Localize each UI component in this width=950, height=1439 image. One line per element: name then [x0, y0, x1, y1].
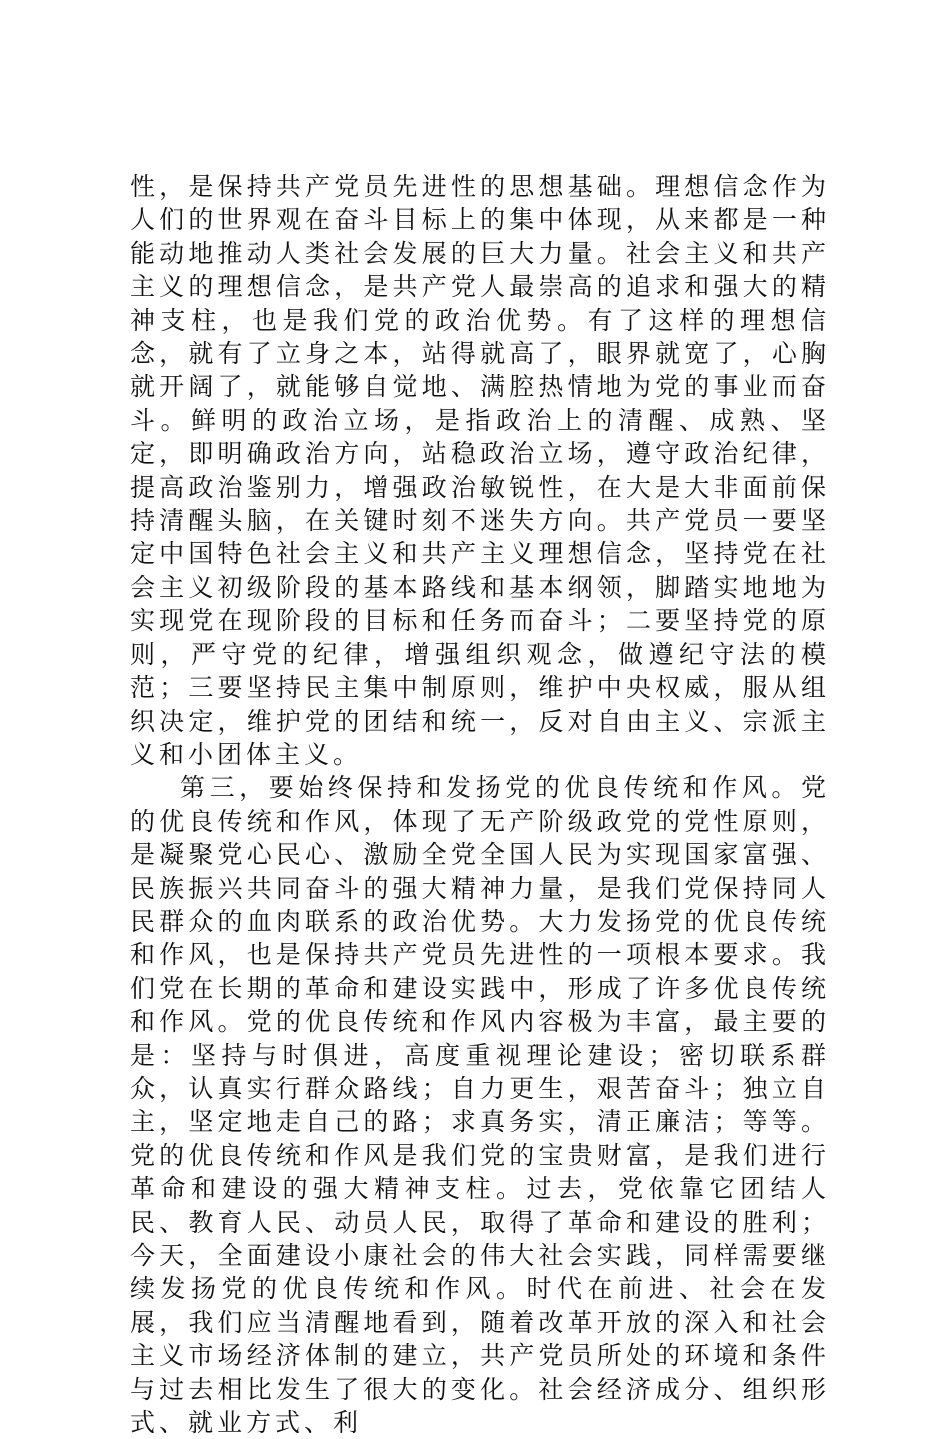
- document-body: [130, 170, 830, 1439]
- paragraph-1: 性，是保持共产党员先进性的思想基础。理想信念作为人们的世界观在奋斗目标上的集中体现，从来都是一种能动地推动人类社会发展的巨大力量。社会主义和共产主义的理想信念，是共产党人最崇高的追求和强大的精神支柱，也是我们党的政治优势。有了这样的理想信念，就有了立身之本，站得就高了，眼界就宽了，心胸就开阔了，就能够自觉地、满腔热情地为党的事业而奋斗。鲜明的政治立场，是指政治上的清醒、成熟、坚定，即明确政治方向，站稳政治立场，遵守政治纪律，提高政治鉴别力，增强政治敏锐性，在大是大非面前保持清醒头脑，在关键时刻不迷失方向。共产党员一要坚定中国特色社会主义和共产主义理想信念，坚持党在社会主义初级阶段的基本路线和基本纲领，脚踏实地地为实现党在现阶段的目标和任务而奋斗；二要坚持党的原则，严守党的纪律，增强组织观念，做遵纪守法的模范；三要坚持民主集中制原则，维护中央权威，服从组织决定，维护党的团结和统一，反对自由主义、宗派主义和小团体主义。: [130, 172, 830, 769]
- paragraph-2: 第三，要始终保持和发扬党的优良传统和作风。党的优良传统和作风，体现了无产阶级政党的党性原则，是凝聚党心民心、激励全党全国人民为实现国家富强、民族振兴共同奋斗的强大精神力量，是我们党保持同人民群众的血肉联系的政治优势。大力发扬党的优良传统和作风，也是保持共产党员先进性的一项根本要求。我们党在长期的革命和建设实践中，形成了许多优良传统和作风。党的优良传统和作风内容极为丰富，最主要的是：坚持与时俱进，高度重视理论建设；密切联系群众，认真实行群众路线；自力更生，艰苦奋斗；独立自主，坚定地走自己的路；求真务实，清正廉洁；等等。党的优良传统和作风是我们党的宝贵财富，是我们进行革命和建设的强大精神支柱。过去，党依靠它团结人民、教育人民、动员人民，取得了革命和建设的胜利；今天，全面建设小康社会的伟大社会实践，同样需要继续发扬党的优良传统和作风。时代在前进、社会在发展，我们应当清醒地看到，随着改革开放的深入和社会主义市场经济体制的建立，共产党员所处的环境和条件与过去相比发生了很大的变化。社会经济成分、组织形式、就业方式、利: [130, 773, 830, 1438]
